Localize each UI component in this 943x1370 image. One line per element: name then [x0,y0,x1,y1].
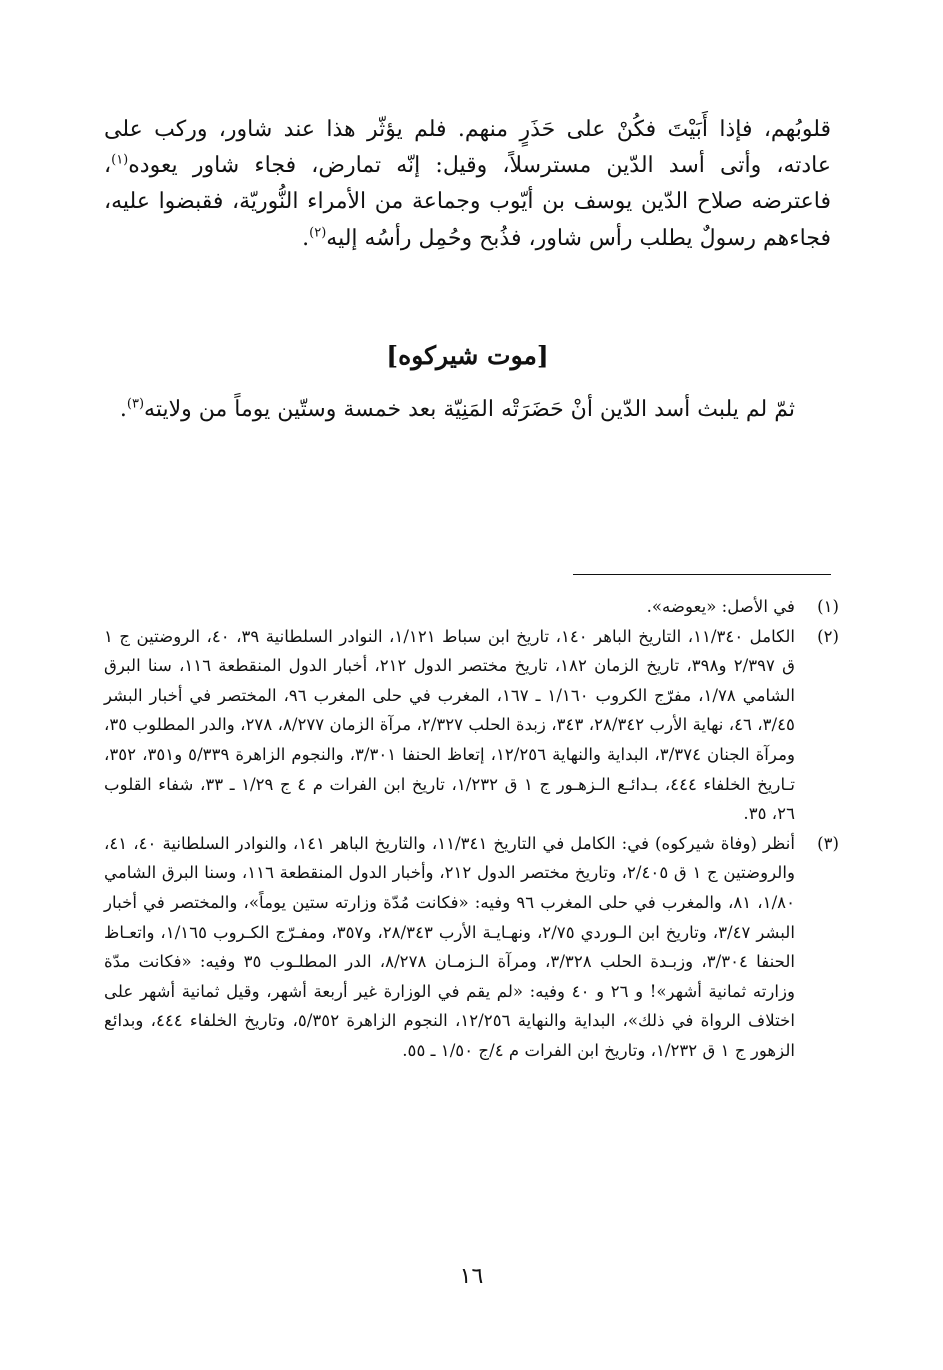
footnote-text [104,622,795,829]
main-paragraph [104,112,831,257]
paragraph-2 [104,392,831,428]
paragraph-1-text-c: . [302,225,310,251]
footnote-line: الكامل ١١/٣٤٠، التاريخ الباهر ١٤٠، تاريخ ابن سباط ١/١٢١، النوادر السلطانية ٣٩، ٤٠، الروضتين ج ١ ق ٢/٣٩٧ و٣٩٨، تاريخ الزمان ١٨٢، تاريخ مختصر الدول ٢١٢، أخبار الدول المنقطعة ١١٦، سنا البرق الشامي ١/٧٨، مفرّج الكروب ١/١٦٠ ـ ١٦٧، المغرب في حلى المغرب ٩٦، المختصر في أخبار البشر ٣/٤٥، ٤٦، نهاية الأرب ٢٨/٣٤٢، ٣٤٣، زبدة الحلب ٢/٣٢٧، مرآة الزمان ٨/٢٧٧، ٢٧٨، والدر المطلوب ٣٥، ومرآة الجنان ٣/٣٧٤، البداية والنهاية ١٢/٢٥٦، إتعاظ الحنفا ٣/٣٠١، والنجوم الزاهرة ٥/٣٣٩ و٣٥١، ٣٥٢، تـاريخ الخلفاء ٤٤٤، بـدائـع الـزهـور ج ١ ق ١/٢٣٢، تاريخ ابن الفرات م ٤ ج ١/٢٩ ـ ٣٣، شفاء القلوب ٢٦، ٣٥. [104,626,796,824]
footnote-ref-1[interactable]: (١) [111,152,129,168]
footnote-ref-3[interactable]: (٣) [126,396,145,412]
paragraph-1-text-a: قلوبُهم، فإذا أَبَيْتَ فكُنْ على حَذَرٍ منهم. فلم يؤثّر هذا عند شاور، وركب على عادته، وأتى أسد الدّين مسترسلاً، وقيل: إنّه تمارض، فجاء شاور يعوده [104,117,831,179]
footnote-number: (٣) [817,833,839,853]
footnote-line: في الأصل: «يعوضه». [646,597,795,616]
footnotes [104,592,839,1066]
section-heading: [موت شيركوه] [386,341,549,370]
footnote-line: أنظر (وفاة شيركوه) في: الكامل في التاريخ ١١/٣٤١، والتاريخ الباهر ١٤١، والنوادر السلطانية ٤٠، ٤١، والروضتين ج ١ ق ٢/٤٠٥، وتاريخ مختصر الدول ٢١٢، وأخبار الدول المنقطعة ١١٦، وسنا البرق الشامي ١/٨٠، ٨١، والمغرب في حلى المغرب ٩٦ وفيه: «فكانت مُدّة وزارته ستين يوماً»، والمختصر في أخبار البشر ٣/٤٧، وتاريخ ابن الـوردي ٢/٧٥، ونهـايـة الأرب ٢٨/٣٤٣، و٣٥٧، ومفـرّج الكـروب ١/١٦٥، واتعـاظ الحنفا ٣/٣٠٤، وزبـدة الحلب ٣/٣٢٨، ومرآة الـزمـان ٨/٢٧٨، الدر المطلـوب ٣٥ وفيه: «فكانت مدّة وزارته ثمانية أشهر»! و ٢٦ و ٤٠ وفيه: «لم يقم في الوزارة غير أربعة أشهر، وقيل ثمانية أشهر على اختلاف الرواة في ذلك»، البداية والنهاية ١٢/٢٥٦، النجوم الزاهرة ٥/٣٥٢، وتاريخ الخلفاء ٤٤٤، وبدائع الزهور ج ١ ق ١/٢٣٢، وتاريخ ابن الفرات م ٤/ج ١/٥٠ ـ ٥٥. [104,833,796,1060]
page-number: ١٦ [459,1264,484,1289]
footnote-2 [104,622,839,829]
footnote-text [104,829,795,1066]
paragraph-2-text-b: . [119,397,127,422]
footnote-3 [104,829,839,1066]
paragraph-1 [104,112,831,257]
footnote-divider [573,574,831,575]
footnote-number: (١) [817,597,839,616]
paragraph-2-text-a: ثمّ لم يلبث أسد الدّين أنْ حَضَرَتْه المَنِيّة بعد خمسة وستّين يوماً من ولايته [144,397,795,422]
footnote-text [104,592,795,622]
footnote-ref-2[interactable]: (٢) [309,225,327,241]
paragraph-1-text-b: ، فاعترضه صلاح الدّين يوسف بن أيّوب وجماعة من الأمراء النُّوريّة، فقبضوا عليه، فجاءهم رسولٌ يطلب رأس شاور، فذُبح وحُمِل رأسُه إليه [104,153,831,251]
footnote-1 [104,592,839,622]
footnote-number: (٢) [817,626,839,646]
